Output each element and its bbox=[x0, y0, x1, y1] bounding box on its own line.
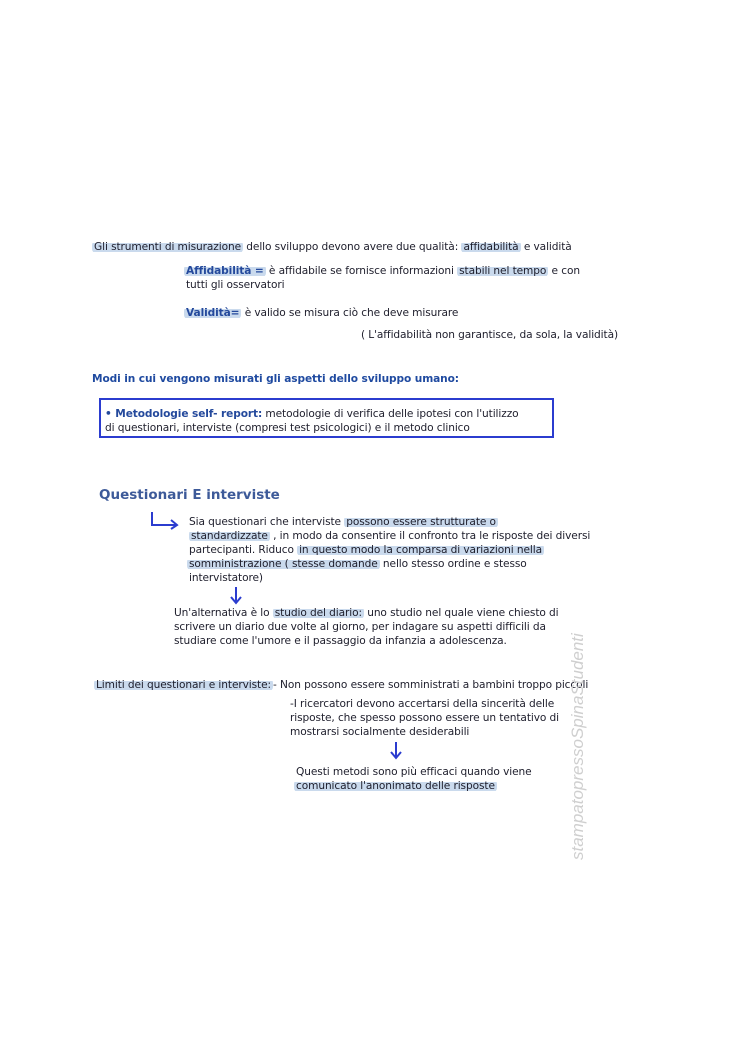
validita-def: è valido se misura ciò che deve misurare bbox=[241, 307, 459, 319]
limiti-line-4: mostrarsi socialmente desiderabili bbox=[290, 726, 470, 738]
box-term: • Metodologie self- report: bbox=[105, 408, 263, 420]
limiti-label: Limiti dei questionari e interviste: bbox=[96, 679, 271, 691]
intro-line bbox=[92, 241, 572, 254]
intro-end: e validità bbox=[520, 241, 572, 253]
p1-highlight-2: standardizzate bbox=[191, 530, 268, 542]
p1-line-3 bbox=[189, 544, 544, 557]
affidabilita-line-1 bbox=[184, 265, 580, 278]
box-line-1 bbox=[105, 408, 519, 421]
limiti-line-5: Questi metodi sono più efficaci quando viene bbox=[296, 766, 532, 778]
down-arrow-icon bbox=[229, 586, 243, 605]
limiti-highlight: comunicato l'anonimato delle risposte bbox=[296, 780, 495, 792]
validita-note: ( L'affidabilità non garantisce, da sola, la validità) bbox=[361, 329, 618, 341]
hook-arrow-icon bbox=[150, 511, 182, 529]
p1-text-4: nello stesso ordine e stesso bbox=[379, 558, 527, 570]
affidabilita-def: è affidabile se fornisce informazioni bbox=[265, 265, 458, 277]
affidabilita-line-2: tutti gli osservatori bbox=[186, 279, 285, 291]
limiti-text-1: - Non possono essere somministrati a bambini troppo piccoli bbox=[273, 679, 589, 691]
affidabilita-end: e con bbox=[548, 265, 580, 277]
p1-highlight: possono essere strutturate o bbox=[346, 516, 496, 528]
limiti-line-2: -I ricercatori devono accertarsi della sincerità delle bbox=[290, 698, 555, 710]
p1-line-2 bbox=[189, 530, 590, 543]
limiti-line-1 bbox=[94, 679, 588, 692]
p2-text: Un'alternativa è lo bbox=[174, 607, 273, 619]
affidabilita-highlight: stabili nel tempo bbox=[459, 265, 547, 277]
p1-text: Sia questionari che interviste bbox=[189, 516, 345, 528]
p2-text-2: uno studio nel quale viene chiesto di bbox=[363, 607, 559, 619]
validita-term: Validità= bbox=[186, 307, 240, 319]
p1-text-2: , in modo da consentire il confronto tra le risposte dei diversi bbox=[269, 530, 591, 542]
intro-key: affidabilità bbox=[463, 241, 519, 253]
p2-line-3: studiare come l'umore e il passaggio da infanzia a adolescenza. bbox=[174, 635, 507, 647]
p2-line-2: scrivere un diario due volte al giorno, per indagare su aspetti difficili da bbox=[174, 621, 546, 633]
p1-line-1 bbox=[189, 516, 498, 529]
box-line-2: di questionari, interviste (compresi test psicologici) e il metodo clinico bbox=[105, 422, 470, 434]
p1-text-3: partecipanti. Riduco bbox=[189, 544, 298, 556]
p1-line-5: intervistatore) bbox=[189, 572, 263, 584]
p2-highlight: studio del diario: bbox=[274, 607, 362, 619]
intro-text: dello sviluppo devono avere due qualità: bbox=[243, 241, 462, 253]
intro-highlight: Gli strumenti di misurazione bbox=[94, 241, 242, 253]
p1-line-4 bbox=[187, 558, 527, 571]
p1-highlight-3: in questo modo la comparsa di variazioni nella bbox=[299, 544, 542, 556]
box-def: metodologie di verifica delle ipotesi con l'utilizzo bbox=[262, 408, 519, 420]
down-arrow-icon bbox=[389, 741, 403, 760]
modi-heading: Modi in cui vengono misurati gli aspetti dello sviluppo umano: bbox=[92, 373, 459, 385]
validita-line bbox=[184, 307, 458, 320]
limiti-line-3: risposte, che spesso possono essere un tentativo di bbox=[290, 712, 560, 724]
affidabilita-term: Affidabilità = bbox=[186, 265, 264, 277]
watermark: stampatopressoSpinaStudenti bbox=[568, 633, 587, 860]
p2-line-1 bbox=[174, 607, 559, 620]
p1-highlight-4: somministrazione ( stesse domande bbox=[189, 558, 378, 570]
limiti-line-6 bbox=[294, 780, 497, 793]
section-title: Questionari E interviste bbox=[99, 487, 280, 503]
